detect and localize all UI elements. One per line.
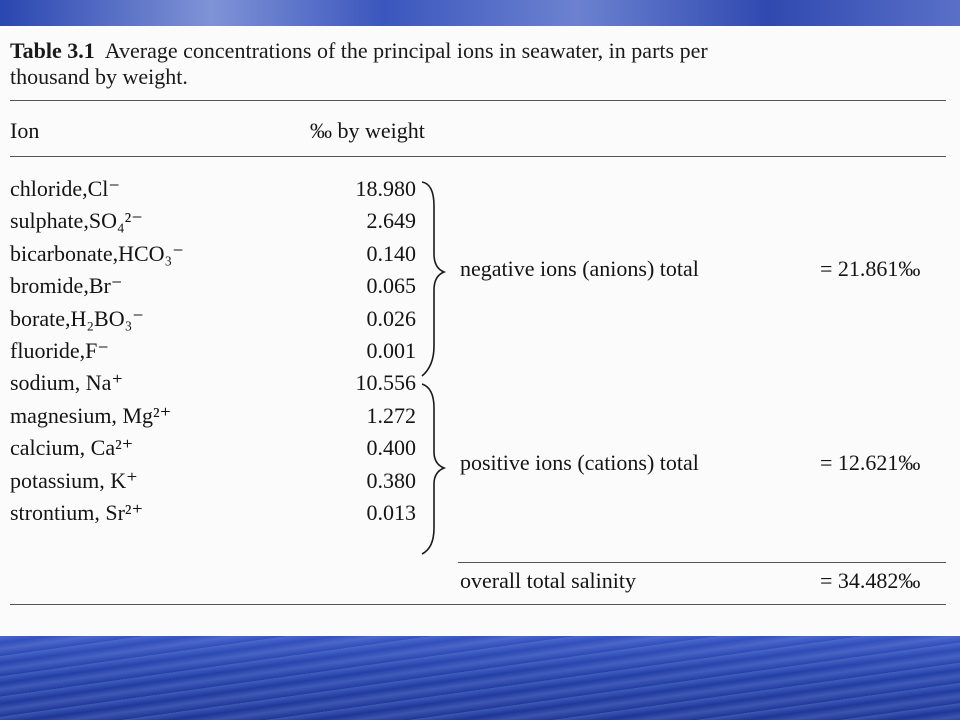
anion-group-label: negative ions (anions) total (460, 256, 699, 281)
overall-total-value: = 34.482‰ (820, 568, 921, 593)
ion-label: chloride, (10, 176, 88, 201)
ion-label: magnesium, (10, 402, 123, 428)
ion-value: 1.272 (366, 402, 416, 428)
ion-value: 0.013 (366, 500, 416, 525)
ion-value: 10.556 (355, 370, 416, 396)
ion-formula: Mg²⁺ (122, 402, 172, 428)
table-sheet (0, 26, 960, 636)
ion-formula: Cl⁻ (87, 176, 120, 201)
anion-group-total: = 21.861‰ (820, 256, 921, 281)
grouping-braces (418, 176, 448, 560)
ion-name (10, 204, 143, 238)
ion-name (10, 172, 120, 206)
ion-label: fluoride, (10, 338, 86, 363)
ion-label: strontium, (10, 500, 106, 525)
ion-label: calcium, (10, 435, 91, 461)
ion-formula: Br⁻ (88, 273, 123, 299)
ion-name (10, 302, 144, 336)
ion-formula: F⁻ (85, 338, 110, 363)
ion-value: 0.380 (366, 467, 416, 493)
overall-total-label: overall total salinity (460, 568, 636, 593)
ion-value: 0.140 (366, 240, 416, 266)
ion-formula: Sr²⁺ (105, 500, 144, 525)
cation-group-total: = 12.621‰ (820, 450, 921, 475)
column-header-ion: Ion (10, 118, 40, 143)
caption-label: Table 3.1 (10, 38, 95, 63)
ion-formula: HCO₃⁻ (118, 240, 184, 266)
ion-formula: H₂BO₃⁻ (70, 305, 144, 331)
header-rule (10, 156, 946, 157)
ion-value: 0.026 (366, 305, 416, 331)
background-bottom (0, 636, 960, 720)
top-rule (10, 100, 946, 101)
bottom-rule (10, 604, 946, 605)
cation-brace (422, 384, 444, 554)
ion-label: sodium, (10, 370, 86, 396)
ion-value: 0.001 (366, 338, 416, 363)
ion-value: 2.649 (366, 208, 416, 234)
ion-formula: SO₄²⁻ (88, 208, 143, 234)
ion-value: 0.400 (366, 435, 416, 461)
ion-name (10, 431, 133, 465)
ion-name (10, 464, 138, 498)
ion-label: sulphate, (10, 208, 89, 234)
ion-formula: K⁺ (110, 467, 138, 493)
anion-brace (422, 182, 444, 376)
ion-name (10, 269, 122, 303)
ion-name (10, 399, 171, 433)
ion-label: bromide, (10, 273, 89, 299)
ion-name (10, 334, 109, 368)
ion-name (10, 496, 143, 530)
ion-value: 0.065 (366, 273, 416, 299)
ion-name (10, 237, 184, 271)
caption-line2: thousand by weight. (10, 64, 188, 89)
overall-rule (458, 562, 946, 563)
table-caption (10, 38, 708, 90)
column-header-weight: ‰ by weight (310, 118, 425, 143)
ion-formula: Na⁺ (85, 370, 124, 396)
cation-group-label: positive ions (cations) total (460, 450, 699, 475)
ion-label: potassium, (10, 467, 111, 493)
ion-formula: Ca²⁺ (90, 435, 134, 461)
background-top (0, 0, 960, 26)
ion-value: 18.980 (355, 176, 416, 201)
ion-label: borate, (10, 305, 71, 331)
ion-name (10, 366, 123, 400)
caption-line1: Average concentrations of the principal ions in seawater, in parts per (104, 38, 708, 63)
ion-label: bicarbonate, (10, 240, 119, 266)
